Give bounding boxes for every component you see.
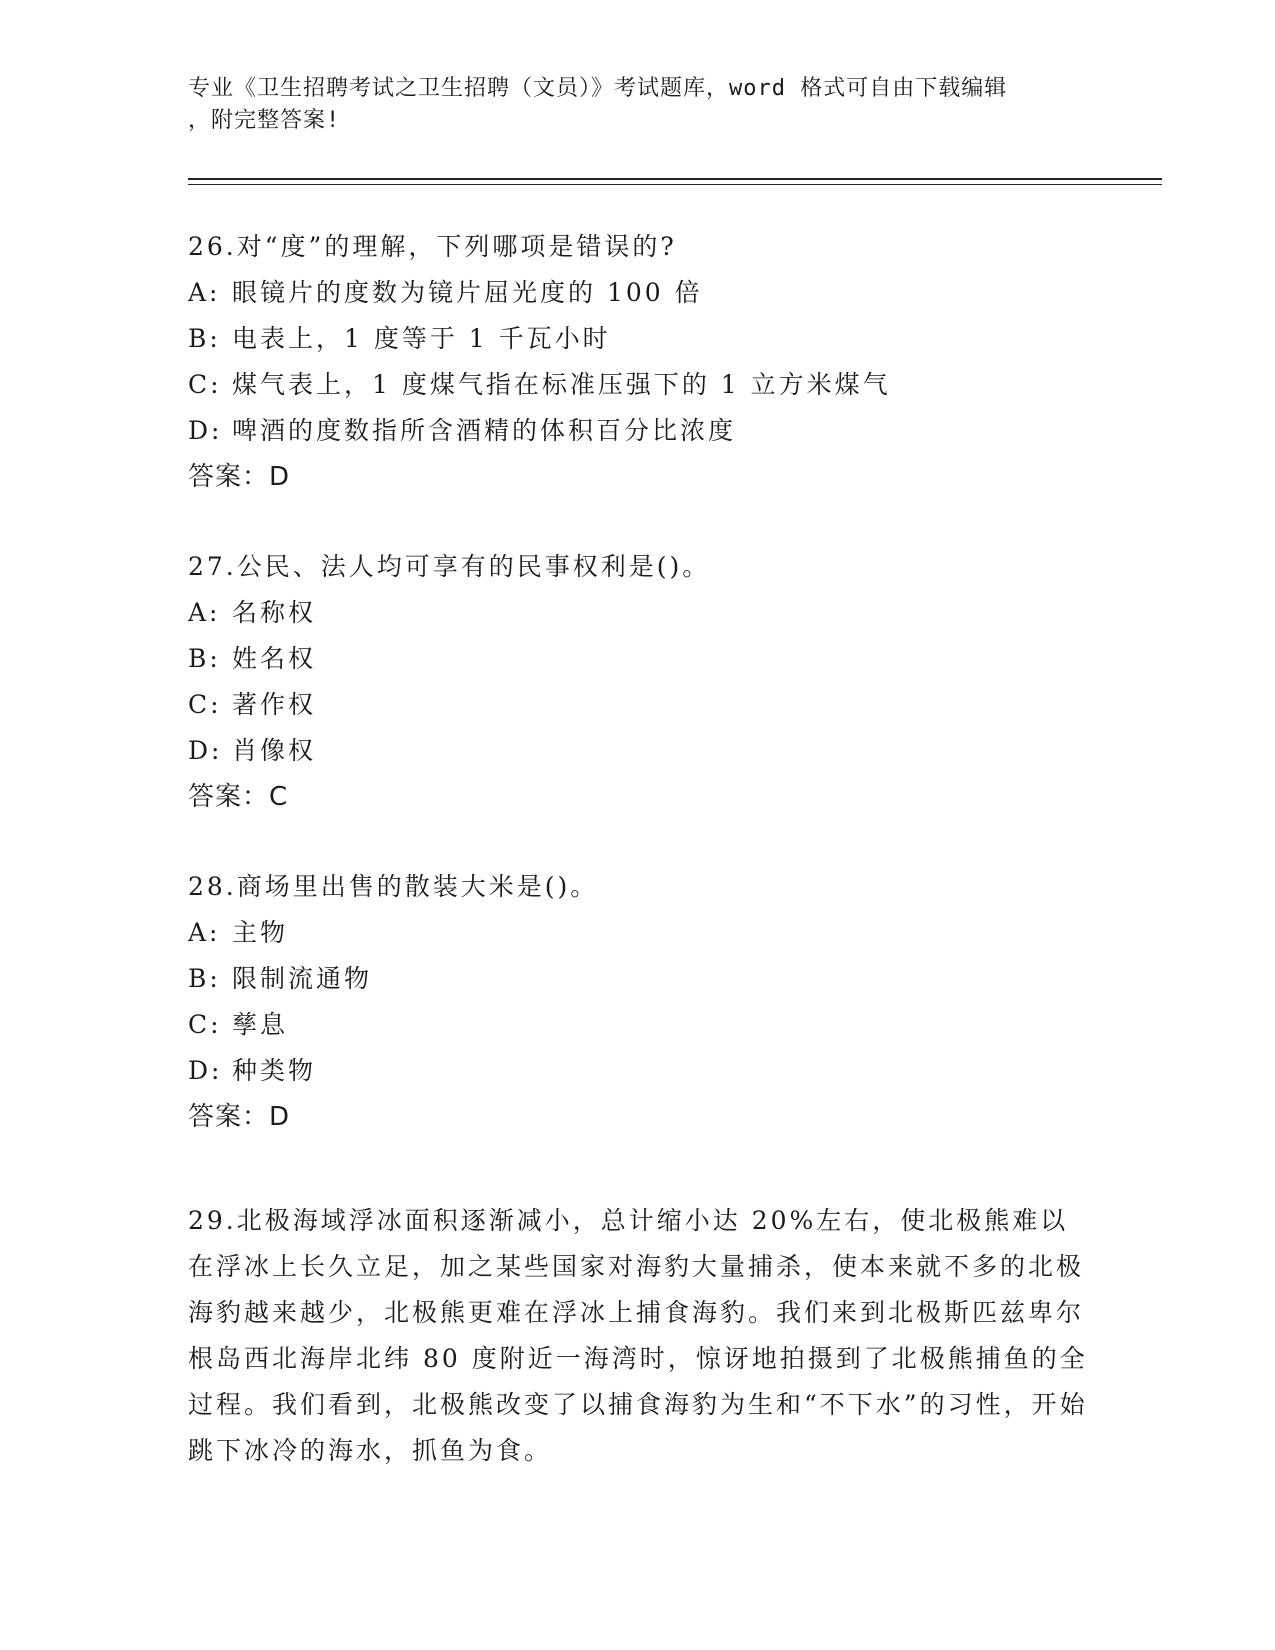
- option-text: 肖像权: [232, 736, 317, 765]
- option-b: [188, 956, 1088, 1002]
- option-c: [188, 682, 1088, 728]
- header-line-1: 专业《卫生招聘考试之卫生招聘（文员）》考试题库，word 格式可自由下载编辑: [188, 76, 1008, 101]
- option-key: B:: [188, 644, 221, 673]
- option-text: 姓名权: [232, 644, 317, 673]
- question-28: [188, 864, 1088, 1140]
- question-text: 27.公民、法人均可享有的民事权利是()。: [188, 552, 711, 581]
- option-c: [188, 362, 1088, 408]
- option-text: 种类物: [232, 1056, 317, 1085]
- option-text: 啤酒的度数指所含酒精的体积百分比浓度: [232, 416, 737, 445]
- header-divider-thin: [188, 184, 1162, 185]
- option-key: B:: [188, 324, 221, 353]
- option-text: 著作权: [232, 690, 317, 719]
- option-key: A:: [188, 278, 221, 307]
- header-line-2: ，附完整答案!: [188, 108, 341, 133]
- option-key: B:: [188, 964, 221, 993]
- option-key: D:: [188, 416, 223, 445]
- option-key: D:: [188, 736, 223, 765]
- option-key: A:: [188, 918, 221, 947]
- question-text: 28.商场里出售的散装大米是()。: [188, 872, 599, 901]
- option-d: [188, 728, 1088, 774]
- option-c: [188, 1002, 1088, 1048]
- option-d: [188, 408, 1088, 454]
- option-text: 主物: [232, 918, 289, 947]
- option-a: [188, 270, 1088, 316]
- option-text: 煤气表上，1 度煤气指在标准压强下的 1 立方米煤气: [232, 370, 891, 399]
- header-divider-thick: [188, 178, 1162, 180]
- question-26: [188, 224, 1088, 500]
- option-text: 眼镜片的度数为镜片屈光度的 100 倍: [232, 278, 703, 307]
- question-27: [188, 544, 1088, 820]
- option-d: [188, 1048, 1088, 1094]
- option-text: 电表上，1 度等于 1 千瓦小时: [232, 324, 611, 353]
- option-key: C:: [188, 370, 222, 399]
- option-a: [188, 590, 1088, 636]
- option-b: [188, 636, 1088, 682]
- option-text: 孳息: [232, 1010, 289, 1039]
- answer-line: 答案：D: [188, 1102, 291, 1132]
- option-key: D:: [188, 1056, 223, 1085]
- option-text: 名称权: [232, 598, 317, 627]
- document-header: [188, 73, 1068, 137]
- option-a: [188, 910, 1088, 956]
- option-key: C:: [188, 690, 222, 719]
- question-29-passage: 29.北极海域浮冰面积逐渐减小，总计缩小达 20%左右，使北极熊难以在浮冰上长久立足，加之某些国家对海豹大量捕杀，使本来就不多的北极海豹越来越少，北极熊更难在浮冰上捕食海豹。我们来到北极斯匹兹卑尔根岛西北海岸北纬 80 度附近一海湾时，惊讶地拍摄到了北极熊捕鱼的全过程。我们看到，北极熊改变了以捕食海豹为生和“不下水”的习性，开始跳下冰冷的海水，抓鱼为食。: [188, 1206, 1088, 1465]
- answer-line: 答案：D: [188, 462, 291, 492]
- option-key: A:: [188, 598, 221, 627]
- answer-line: 答案：C: [188, 782, 289, 812]
- option-b: [188, 316, 1088, 362]
- option-key: C:: [188, 1010, 222, 1039]
- option-text: 限制流通物: [232, 964, 373, 993]
- question-text: 26.对“度”的理解，下列哪项是错误的?: [188, 232, 677, 261]
